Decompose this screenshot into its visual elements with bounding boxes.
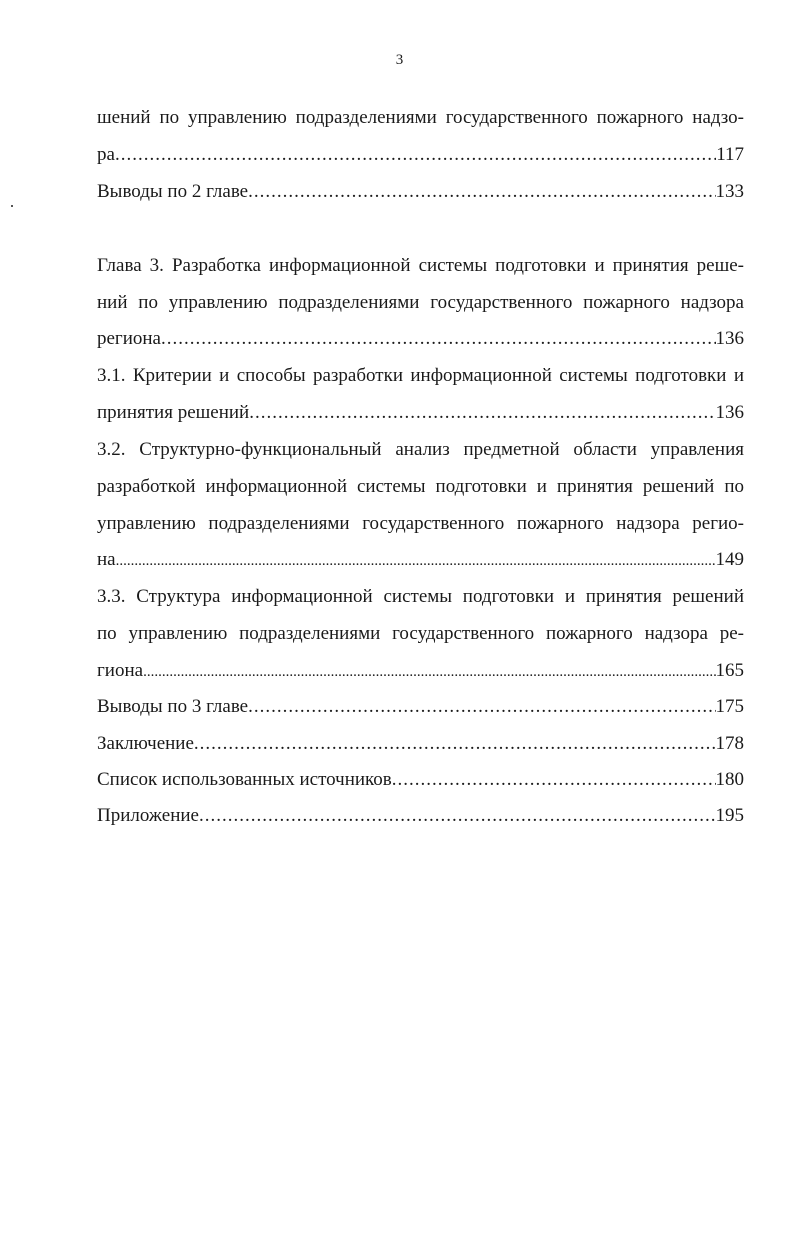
toc-entry-page: 149: [715, 549, 744, 570]
dot-leader: [161, 326, 716, 352]
dot-leader: [249, 400, 715, 426]
toc-entry[interactable]: [97, 731, 744, 757]
toc-entry-page: 117: [716, 144, 744, 165]
toc-entry[interactable]: [97, 400, 744, 426]
toc-entry-title: на: [97, 549, 116, 570]
toc-line: шений по управлению подразделениями государственного пожарного надзо-: [97, 107, 744, 128]
toc-entry-title: Приложение: [97, 805, 199, 826]
toc-entry-page: 175: [715, 696, 744, 717]
toc-entry[interactable]: [97, 179, 744, 205]
toc-entry-page: 165: [715, 660, 744, 681]
dot-leader: [143, 659, 715, 685]
toc-line: ний по управлению подразделениями государственного пожарного надзора: [97, 292, 744, 313]
toc-entry[interactable]: [97, 803, 744, 829]
toc-entry-title: региона: [97, 328, 161, 349]
toc-entry[interactable]: [97, 547, 744, 573]
toc-line: 3.1. Критерии и способы разработки информационной системы подготовки и: [97, 365, 744, 386]
toc-line: 3.3. Структура информационной системы подготовки и принятия решений: [97, 586, 744, 607]
toc-entry-title: принятия решений: [97, 402, 250, 423]
dot-leader: [248, 179, 715, 205]
toc-entry-page: 195: [715, 805, 744, 826]
toc-entry[interactable]: [97, 694, 744, 720]
page-number: 3: [395, 52, 404, 68]
toc-entry-title: Список использованных источников: [97, 769, 392, 790]
toc-entry-page: 136: [715, 328, 744, 349]
toc-entry-title: Выводы по 2 главе: [97, 181, 249, 202]
toc-line: Глава 3. Разработка информационной системы подготовки и принятия реше-: [97, 255, 744, 276]
toc-entry-title: гиона: [97, 660, 144, 681]
toc-entry[interactable]: [97, 767, 744, 793]
toc-entry-title: Заключение: [97, 733, 194, 754]
toc-line: 3.2. Структурно-функциональный анализ предметной области управления: [97, 439, 744, 460]
dot-leader: [248, 694, 715, 720]
toc-entry[interactable]: [97, 658, 744, 684]
toc-entry-page: 136: [715, 402, 744, 423]
toc-entry[interactable]: [97, 142, 744, 168]
toc-entry-page: 133: [715, 181, 744, 202]
toc-line: по управлению подразделениями государственного пожарного надзора ре-: [97, 623, 744, 644]
toc-entry[interactable]: [97, 326, 744, 352]
toc-entry-page: 178: [715, 733, 744, 754]
toc-line: управлению подразделениями государственного пожарного надзора регио-: [97, 513, 744, 534]
toc-entry-title: Выводы по 3 главе: [97, 696, 249, 717]
dot-leader: [115, 142, 716, 168]
dot-leader: [392, 767, 716, 793]
scan-speck: [11, 205, 13, 207]
dot-leader: [199, 803, 716, 829]
dot-leader: [194, 731, 716, 757]
toc-entry-title: ра: [97, 144, 115, 165]
toc-line: разработкой информационной системы подготовки и принятия решений по: [97, 476, 744, 497]
toc-entry-page: 180: [715, 769, 744, 790]
dot-leader: [116, 548, 716, 574]
